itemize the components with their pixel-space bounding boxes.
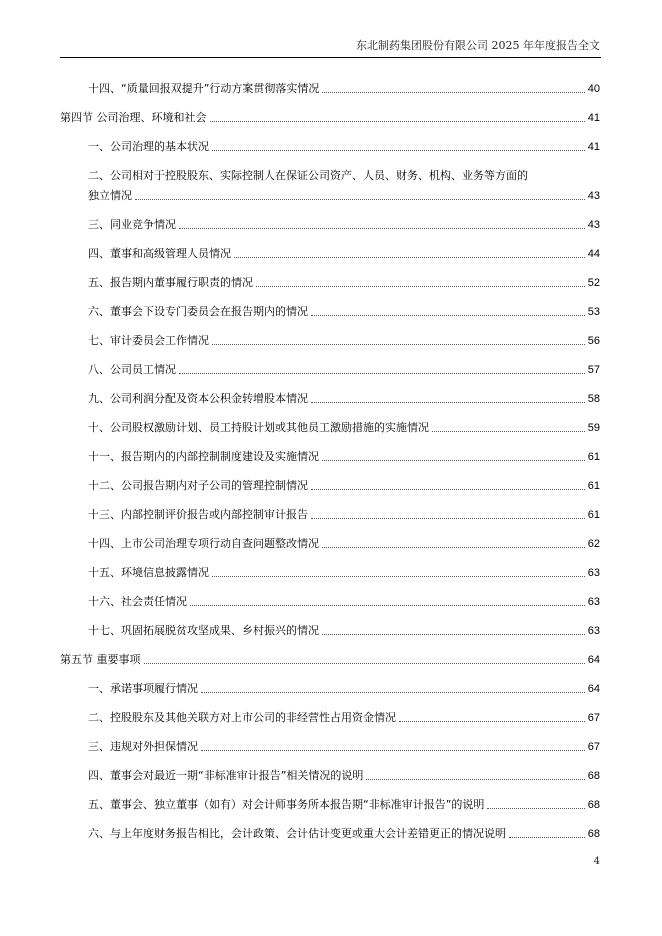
toc-entry-page: 68 <box>587 799 600 811</box>
dot-leader <box>311 489 585 490</box>
toc-entry-title: 独立情况 <box>88 189 132 202</box>
dot-leader <box>256 286 585 287</box>
toc-entry-page: 53 <box>587 306 600 318</box>
dot-leader <box>311 315 585 316</box>
dot-leader <box>212 576 585 577</box>
toc-entry-title: 三、同业竞争情况 <box>88 218 176 231</box>
dot-leader <box>135 199 585 200</box>
dot-leader <box>190 605 585 606</box>
toc-entry-title: 一、承诺事项履行情况 <box>88 682 198 695</box>
toc-entry-page: 63 <box>587 567 600 579</box>
running-header: 东北制药集团股份有限公司 2025 年年度报告全文 <box>356 39 600 52</box>
toc-entry-page: 68 <box>587 828 600 840</box>
toc-entry-page: 41 <box>587 141 600 153</box>
dot-leader <box>366 779 584 780</box>
dot-leader <box>201 692 585 693</box>
toc-entry[interactable] <box>88 305 600 319</box>
toc-entry-title: 十五、环境信息披露情况 <box>88 566 209 579</box>
toc-entry[interactable] <box>88 508 600 522</box>
page-number: 4 <box>593 856 600 867</box>
toc-entry-page: 68 <box>587 770 600 782</box>
dot-leader <box>179 373 585 374</box>
toc-entry-title: 十四、上市公司治理专项行动自查问题整改情况 <box>88 537 319 550</box>
toc-entry-title: 十二、公司报告期内对子公司的管理控制情况 <box>88 479 308 492</box>
toc-entry[interactable] <box>88 450 600 464</box>
toc-entry-page: 52 <box>587 277 600 289</box>
toc-entry-page: 43 <box>587 190 600 202</box>
toc-entry[interactable] <box>88 566 600 580</box>
toc-entry-page: 61 <box>587 509 600 521</box>
dot-leader <box>487 808 584 809</box>
dot-leader <box>322 92 584 93</box>
toc-entry[interactable] <box>88 276 600 290</box>
toc-entry[interactable] <box>88 189 600 203</box>
dot-leader <box>322 460 585 461</box>
toc-entry-title: 九、公司利润分配及资本公积金转增股本情况 <box>88 392 308 405</box>
toc-entry[interactable] <box>88 82 600 96</box>
toc-entry-title: 十七、巩固拓展脱贫攻坚成果、乡村振兴的情况 <box>88 624 319 637</box>
toc-entry[interactable] <box>88 392 600 406</box>
dot-leader <box>144 663 585 664</box>
toc-entry[interactable] <box>88 140 600 154</box>
toc-entry[interactable] <box>88 595 600 609</box>
dot-leader <box>234 257 585 258</box>
toc-entry-title: 十六、社会责任情况 <box>88 595 187 608</box>
toc-entry-title: 四、董事会对最近一期“非标准审计报告”相关情况的说明 <box>88 769 364 782</box>
toc-entry-title: 六、董事会下设专门委员会在报告期内的情况 <box>88 305 308 318</box>
toc-entry[interactable] <box>88 682 600 696</box>
toc-entry[interactable] <box>88 479 600 493</box>
toc-entry-page: 41 <box>587 112 600 124</box>
dot-leader <box>322 547 585 548</box>
dot-leader <box>210 121 585 122</box>
toc-entry[interactable] <box>88 363 600 377</box>
toc-entry[interactable] <box>88 798 600 812</box>
toc-entry-page: 43 <box>587 219 600 231</box>
toc-entry-title: 八、公司员工情况 <box>88 363 176 376</box>
toc-entry-page: 64 <box>587 654 600 666</box>
toc-entry[interactable] <box>88 740 600 754</box>
toc-section-entry[interactable] <box>60 111 600 125</box>
toc-entry-title: 七、审计委员会工作情况 <box>88 334 209 347</box>
toc-entry-page: 62 <box>587 538 600 550</box>
dot-leader <box>311 518 585 519</box>
toc-entry-page: 63 <box>587 625 600 637</box>
dot-leader <box>179 228 585 229</box>
toc-entry-title: 六、与上年度财务报告相比，会计政策、会计估计变更或重大会计差错更正的情况说明 <box>88 827 506 840</box>
toc-entry-page: 67 <box>587 712 600 724</box>
toc-entry[interactable] <box>88 421 600 435</box>
dot-leader <box>311 402 585 403</box>
toc-entry-page: 59 <box>587 422 600 434</box>
dot-leader <box>201 750 585 751</box>
toc-entry-page: 57 <box>587 364 600 376</box>
toc-entry[interactable] <box>88 247 600 261</box>
toc-entry-page: 58 <box>587 393 600 405</box>
toc-entry-title: 五、报告期内董事履行职责的情况 <box>88 276 253 289</box>
toc-entry[interactable] <box>88 711 600 725</box>
toc-entry[interactable] <box>88 769 600 783</box>
toc-entry-page: 44 <box>587 248 600 260</box>
toc-entry-page: 63 <box>587 596 600 608</box>
toc-entry-line[interactable]: 二、公司相对于控股股东、实际控制人在保证公司资产、人员、财务、机构、业务等方面的 <box>88 169 528 182</box>
toc-entry-title: 十、公司股权激励计划、员工持股计划或其他员工激励措施的实施情况 <box>88 421 429 434</box>
dot-leader <box>322 634 585 635</box>
toc-entry-title: 四、董事和高级管理人员情况 <box>88 247 231 260</box>
toc-entry[interactable] <box>88 218 600 232</box>
toc-entry-title: 一、公司治理的基本状况 <box>88 140 209 153</box>
dot-leader <box>212 150 585 151</box>
toc-entry[interactable] <box>88 334 600 348</box>
toc-entry-page: 64 <box>587 683 600 695</box>
toc-entry[interactable] <box>88 537 600 551</box>
toc-entry-title: 二、控股股东及其他关联方对上市公司的非经营性占用资金情况 <box>88 711 396 724</box>
toc-entry-page: 61 <box>587 480 600 492</box>
dot-leader <box>399 721 585 722</box>
toc-entry-title: 三、违规对外担保情况 <box>88 740 198 753</box>
toc-entry-page: 61 <box>587 451 600 463</box>
toc-entry[interactable] <box>88 827 600 841</box>
dot-leader <box>432 431 585 432</box>
toc-entry-title: 十四、“质量回报双提升”行动方案贯彻落实情况 <box>88 82 320 95</box>
toc-entry[interactable] <box>88 624 600 638</box>
toc-entry-page: 40 <box>587 83 600 95</box>
toc-entry-title: 十三、内部控制评价报告或内部控制审计报告 <box>88 508 308 521</box>
toc-entry-title: 第五节 重要事项 <box>60 653 141 666</box>
toc-entry-page: 56 <box>587 335 600 347</box>
toc-section-entry[interactable] <box>60 653 600 667</box>
toc-entry-title: 第四节 公司治理、环境和社会 <box>60 111 207 124</box>
dot-leader <box>509 837 585 838</box>
toc-entry-page: 67 <box>587 741 600 753</box>
toc-entry-title: 十一、报告期内的内部控制制度建设及实施情况 <box>88 450 319 463</box>
dot-leader <box>212 344 585 345</box>
toc-entry-title: 五、董事会、独立董事（如有）对会计师事务所本报告期“非标准审计报告”的说明 <box>88 798 485 811</box>
